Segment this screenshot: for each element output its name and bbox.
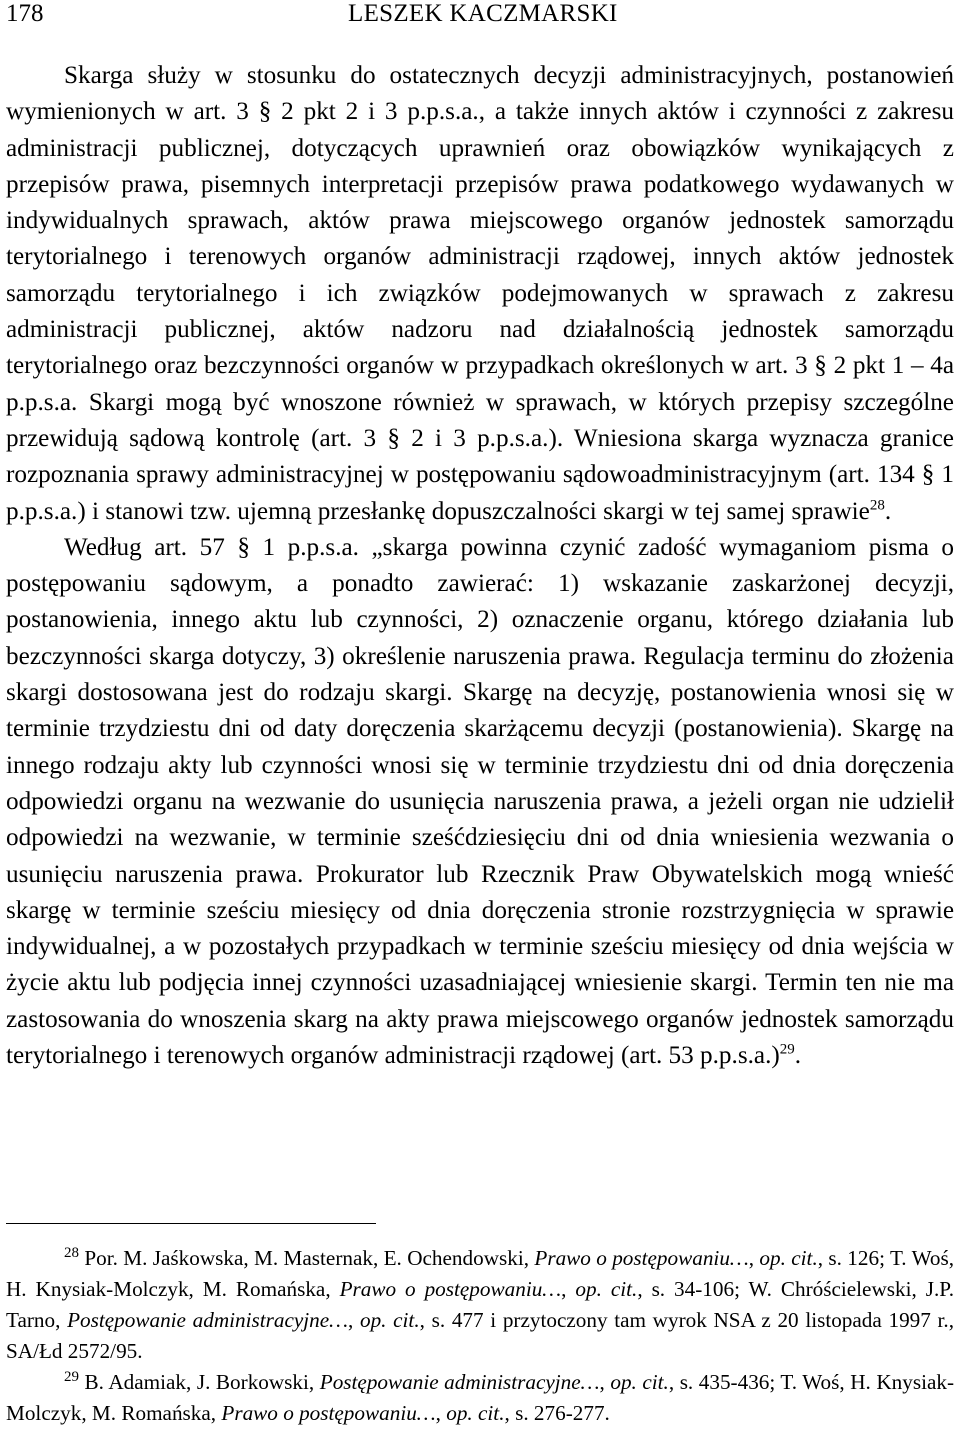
paragraph bbox=[6, 530, 954, 1074]
paragraph-end: . bbox=[884, 497, 892, 525]
footnote bbox=[6, 1243, 954, 1367]
footnote-italic-title: op. cit. bbox=[759, 1246, 818, 1270]
running-head: LESZEK KACZMARSKI bbox=[348, 0, 618, 27]
footnote-italic-title: Postępowanie administracyjne… bbox=[319, 1370, 600, 1394]
footnote-segment: , bbox=[348, 1308, 360, 1332]
footnote-segment: , bbox=[599, 1370, 611, 1394]
footnote-italic-title: Prawo o postępowaniu… bbox=[534, 1246, 749, 1270]
footnote-segment: , s. 435-436; T. Woś, H. Knysiak-Molczyk, M. Romańska, bbox=[6, 1370, 955, 1425]
paragraph-text: Według art. 57 § 1 p.p.s.a. „skarga powinna czynić zadość wymaganiom pisma o postępowaniu sądowym, a ponadto zawierać: 1) wskazanie zaskarżonej decyzji, postanowienia, innego aktu lub czynności, 2) oznaczenie organu, którego działania lub bezczynności skarga dotyczy, 3) określenie naruszenia prawa. Regulacja terminu do złożenia skargi dostosowana jest do rodzaju skargi. Skargę na decyzję, postanowienia wnosi się w terminie trzydziestu dni od daty doręczenia skarżącemu decyzji (postanowienia). Skargę na innego rodzaju akty lub czynności wnosi się w terminie trzydziestu dni od dnia doręczenia odpowiedzi organu na wezwanie do usunięcia naruszenia prawa, a jeżeli organ nie udzielił odpowiedzi na wezwanie, w terminie sześćdziesięciu dni od dnia wniesienia wezwania o usunięciu naruszenia prawa. Prokurator lub Rzecznik Praw Obywatelskich mogą wnieść skargę w terminie sześciu miesięcy od dnia doręczenia stronie rozstrzygnięcia w sprawie indywidualnej, a w pozostałych przypadkach w terminie sześciu miesięcy od dnia wejścia w życie aktu lub podjęcia innej czynności uzasadniającej wniesienie skargi. Termin ten nie ma zastosowania do wnoszenia skarg na akty prawa miejscowego organów jednostek samorządu terytorialnego i terenowych organów administracji rządowej (art. 53 p.p.s.a.) bbox=[6, 533, 954, 1070]
footnote-italic-title: Prawo o postępowaniu… bbox=[339, 1277, 562, 1301]
footnote bbox=[6, 1367, 954, 1429]
footnote-italic-title: op. cit. bbox=[446, 1401, 505, 1425]
footnote-italic-title: op. cit. bbox=[610, 1370, 669, 1394]
footnote-segment: , bbox=[561, 1277, 576, 1301]
footnote-separator bbox=[6, 1223, 376, 1224]
footnote-segment: , s. 126; T. Woś, H. Knysiak-Molczyk, M. Romańska, bbox=[6, 1246, 955, 1301]
footnote-number: 28 bbox=[64, 1244, 79, 1261]
footnote-italic-title: Postępowanie administracyjne… bbox=[67, 1308, 348, 1332]
paragraph-end: . bbox=[794, 1042, 802, 1070]
footnote-italic-title: Prawo o postępowaniu… bbox=[221, 1401, 436, 1425]
paragraph bbox=[6, 58, 954, 530]
footnote-segment: , bbox=[748, 1246, 760, 1270]
footnote-italic-title: op. cit. bbox=[359, 1308, 420, 1332]
footnote-italic-title: op. cit. bbox=[575, 1277, 638, 1301]
footnote-segment: , s. 477 i przytoczony tam wyrok NSA z 20 listopada 1997 r., SA/Łd 2572/95. bbox=[6, 1308, 955, 1363]
footnote-segment: , bbox=[435, 1401, 447, 1425]
footnote-segment: , s. 276-277. bbox=[504, 1401, 610, 1425]
footnote-segment: Por. M. Jaśkowska, M. Masternak, E. Ochendowski, bbox=[84, 1246, 535, 1270]
footnote-text bbox=[6, 1246, 954, 1363]
footnote-ref[interactable]: 29 bbox=[779, 1041, 795, 1058]
page-header bbox=[6, 0, 954, 34]
footnote-ref[interactable]: 28 bbox=[869, 497, 885, 514]
page-number: 178 bbox=[6, 0, 44, 27]
footnote-segment: , s. 34-106; W. Chróścielewski, J.P. Tarno, bbox=[6, 1277, 954, 1332]
main-text bbox=[6, 58, 954, 1074]
footnotes bbox=[6, 1243, 954, 1429]
footnote-segment: B. Adamiak, J. Borkowski, bbox=[84, 1370, 320, 1394]
paragraph-text: Skarga służy w stosunku do ostatecznych decyzji administracyjnych, postanowień wymienionych w art. 3 § 2 pkt 2 i 3 p.p.s.a., a także innych aktów i czynności z zakresu administracji publicznej, dotyczących uprawnień oraz obowiązków wynikających z przepisów prawa, pisemnych interpretacji przepisów prawa podatkowego wydawanych w indywidualnych sprawach, aktów prawa miejscowego organów jednostek samorządu terytorialnego i terenowych organów administracji rządowej, innych aktów jednostek samorządu terytorialnego i ich związków podejmowanych w sprawach z zakresu administracji publicznej, aktów nadzoru nad działalnością jednostek samorządu terytorialnego oraz bezczynności organów w przypadkach określonych w art. 3 § 2 pkt 1 – 4a p.p.s.a. Skargi mogą być wnoszone również w sprawach, w których przepisy szczególne przewidują sądową kontrolę (art. 3 § 2 i 3 p.p.s.a.). Wniesiona skarga wyznacza granice rozpoznania sprawy administracyjnej w postępowaniu sądowoadministracyjnym (art. 134 § 1 p.p.s.a.) i stanowi tzw. ujemną przesłankę dopuszczalności skargi w tej samej sprawie bbox=[6, 62, 954, 525]
footnote-text bbox=[6, 1370, 954, 1425]
footnote-number: 29 bbox=[64, 1368, 79, 1385]
